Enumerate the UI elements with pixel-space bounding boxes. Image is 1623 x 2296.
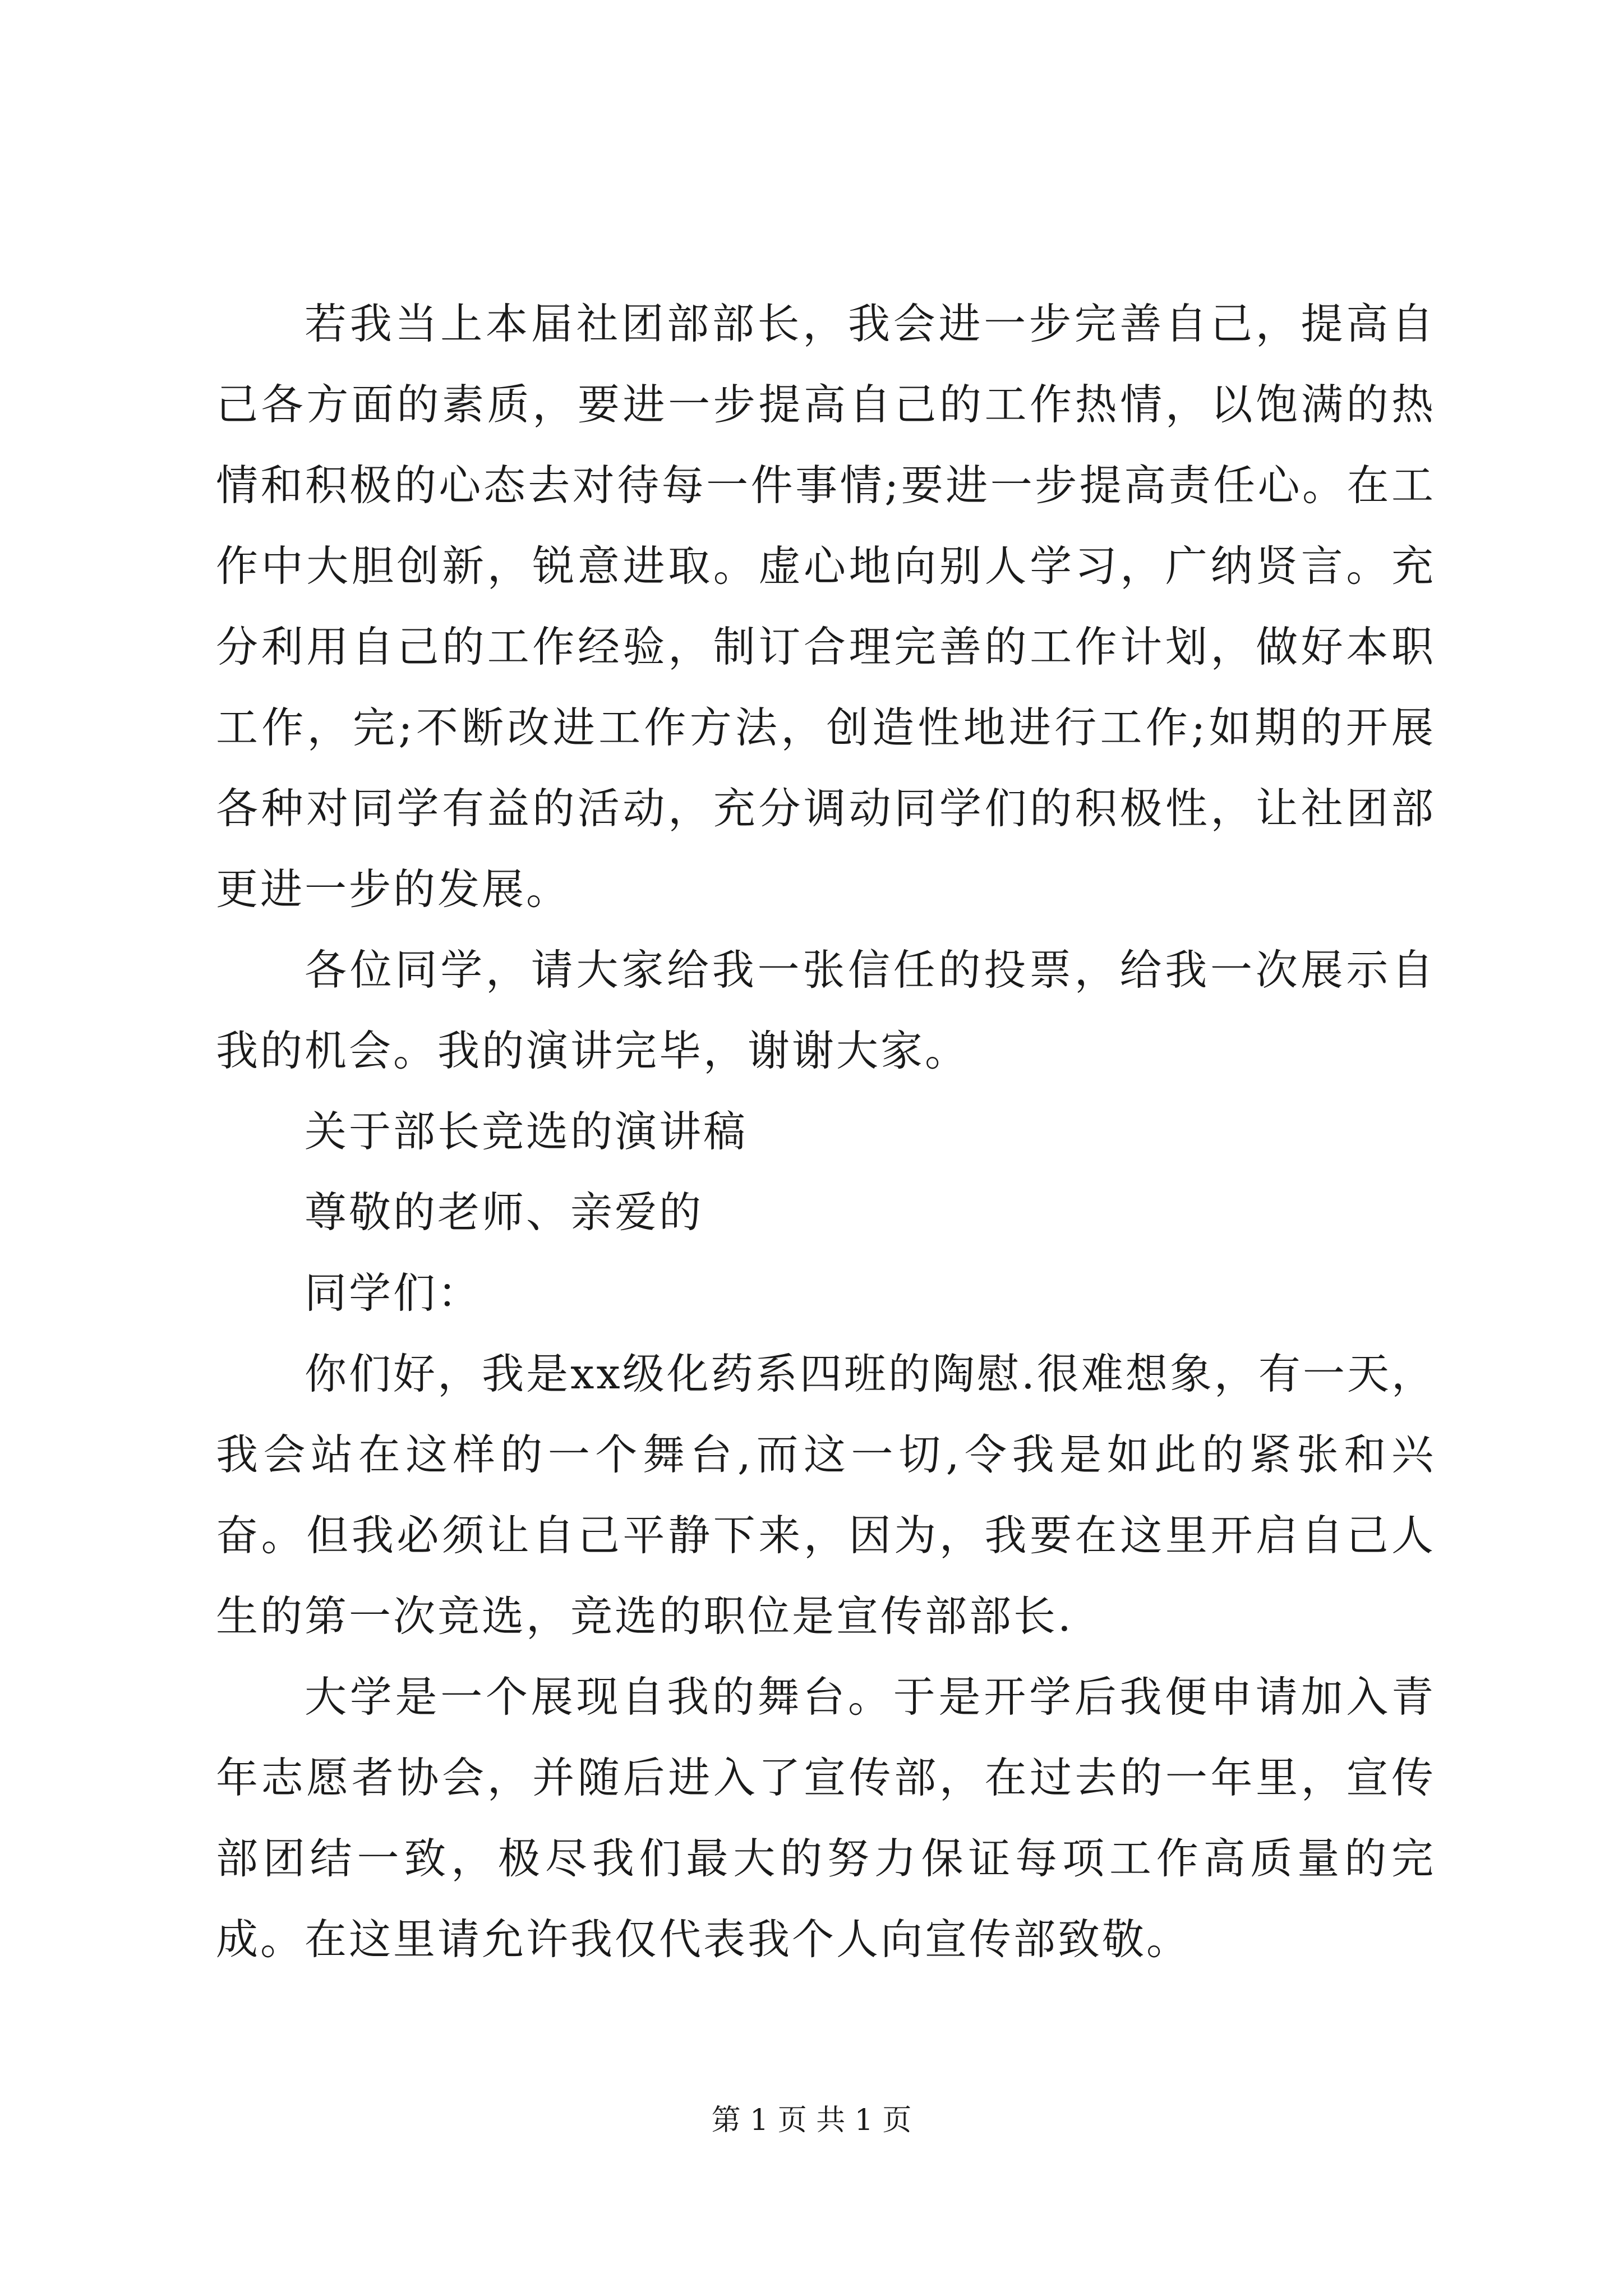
salutation-line-1: 尊敬的老师、亲爱的 [305, 1188, 704, 1237]
salutation-line-2: 同学们： [305, 1268, 482, 1318]
document-body [216, 283, 1436, 1980]
paragraph-experience: 大学是一个展现自我的舞台。于是开学后我便申请加入青年志愿者协会，并随后进入了宣传部，在过去的一年里，宣传部团结一致，极尽我们最大的努力保证每项工作高质量的完成。在这里请允许我仅代表我个人向宣传部致敬。 [216, 1672, 1436, 1964]
page-number-footer: 第 1 页 共 1 页 [711, 2104, 912, 2137]
paragraph-intro: 你们好，我是xx级化药系四班的陶慰.很难想象，有一天，我会站在这样的一个舞台,而这一切,令我是如此的紧张和兴奋。但我必须让自己平静下来，因为，我要在这里开启自己人生的第一次竞选，竞选的职位是宣传部部长. [216, 1349, 1436, 1641]
section-title: 关于部长竞选的演讲稿 [305, 1107, 748, 1156]
paragraph-plan: 若我当上本届社团部部长，我会进一步完善自己，提高自己各方面的素质，要进一步提高自己的工作热情，以饱满的热情和积极的心态去对待每一件事情;要进一步提高责任心。在工作中大胆创新，锐意进取。虚心地向别人学习，广纳贤言。充分利用自己的工作经验，制订合理完善的工作计划，做好本职工作，完;不断改进工作方法，创造性地进行工作;如期的开展各种对同学有益的活动，充分调动同学们的积极性，让社团部更进一步的发展。 [216, 299, 1436, 914]
paragraph-closing: 各位同学，请大家给我一张信任的投票，给我一次展示自我的机会。我的演讲完毕，谢谢大家。 [216, 945, 1436, 1075]
